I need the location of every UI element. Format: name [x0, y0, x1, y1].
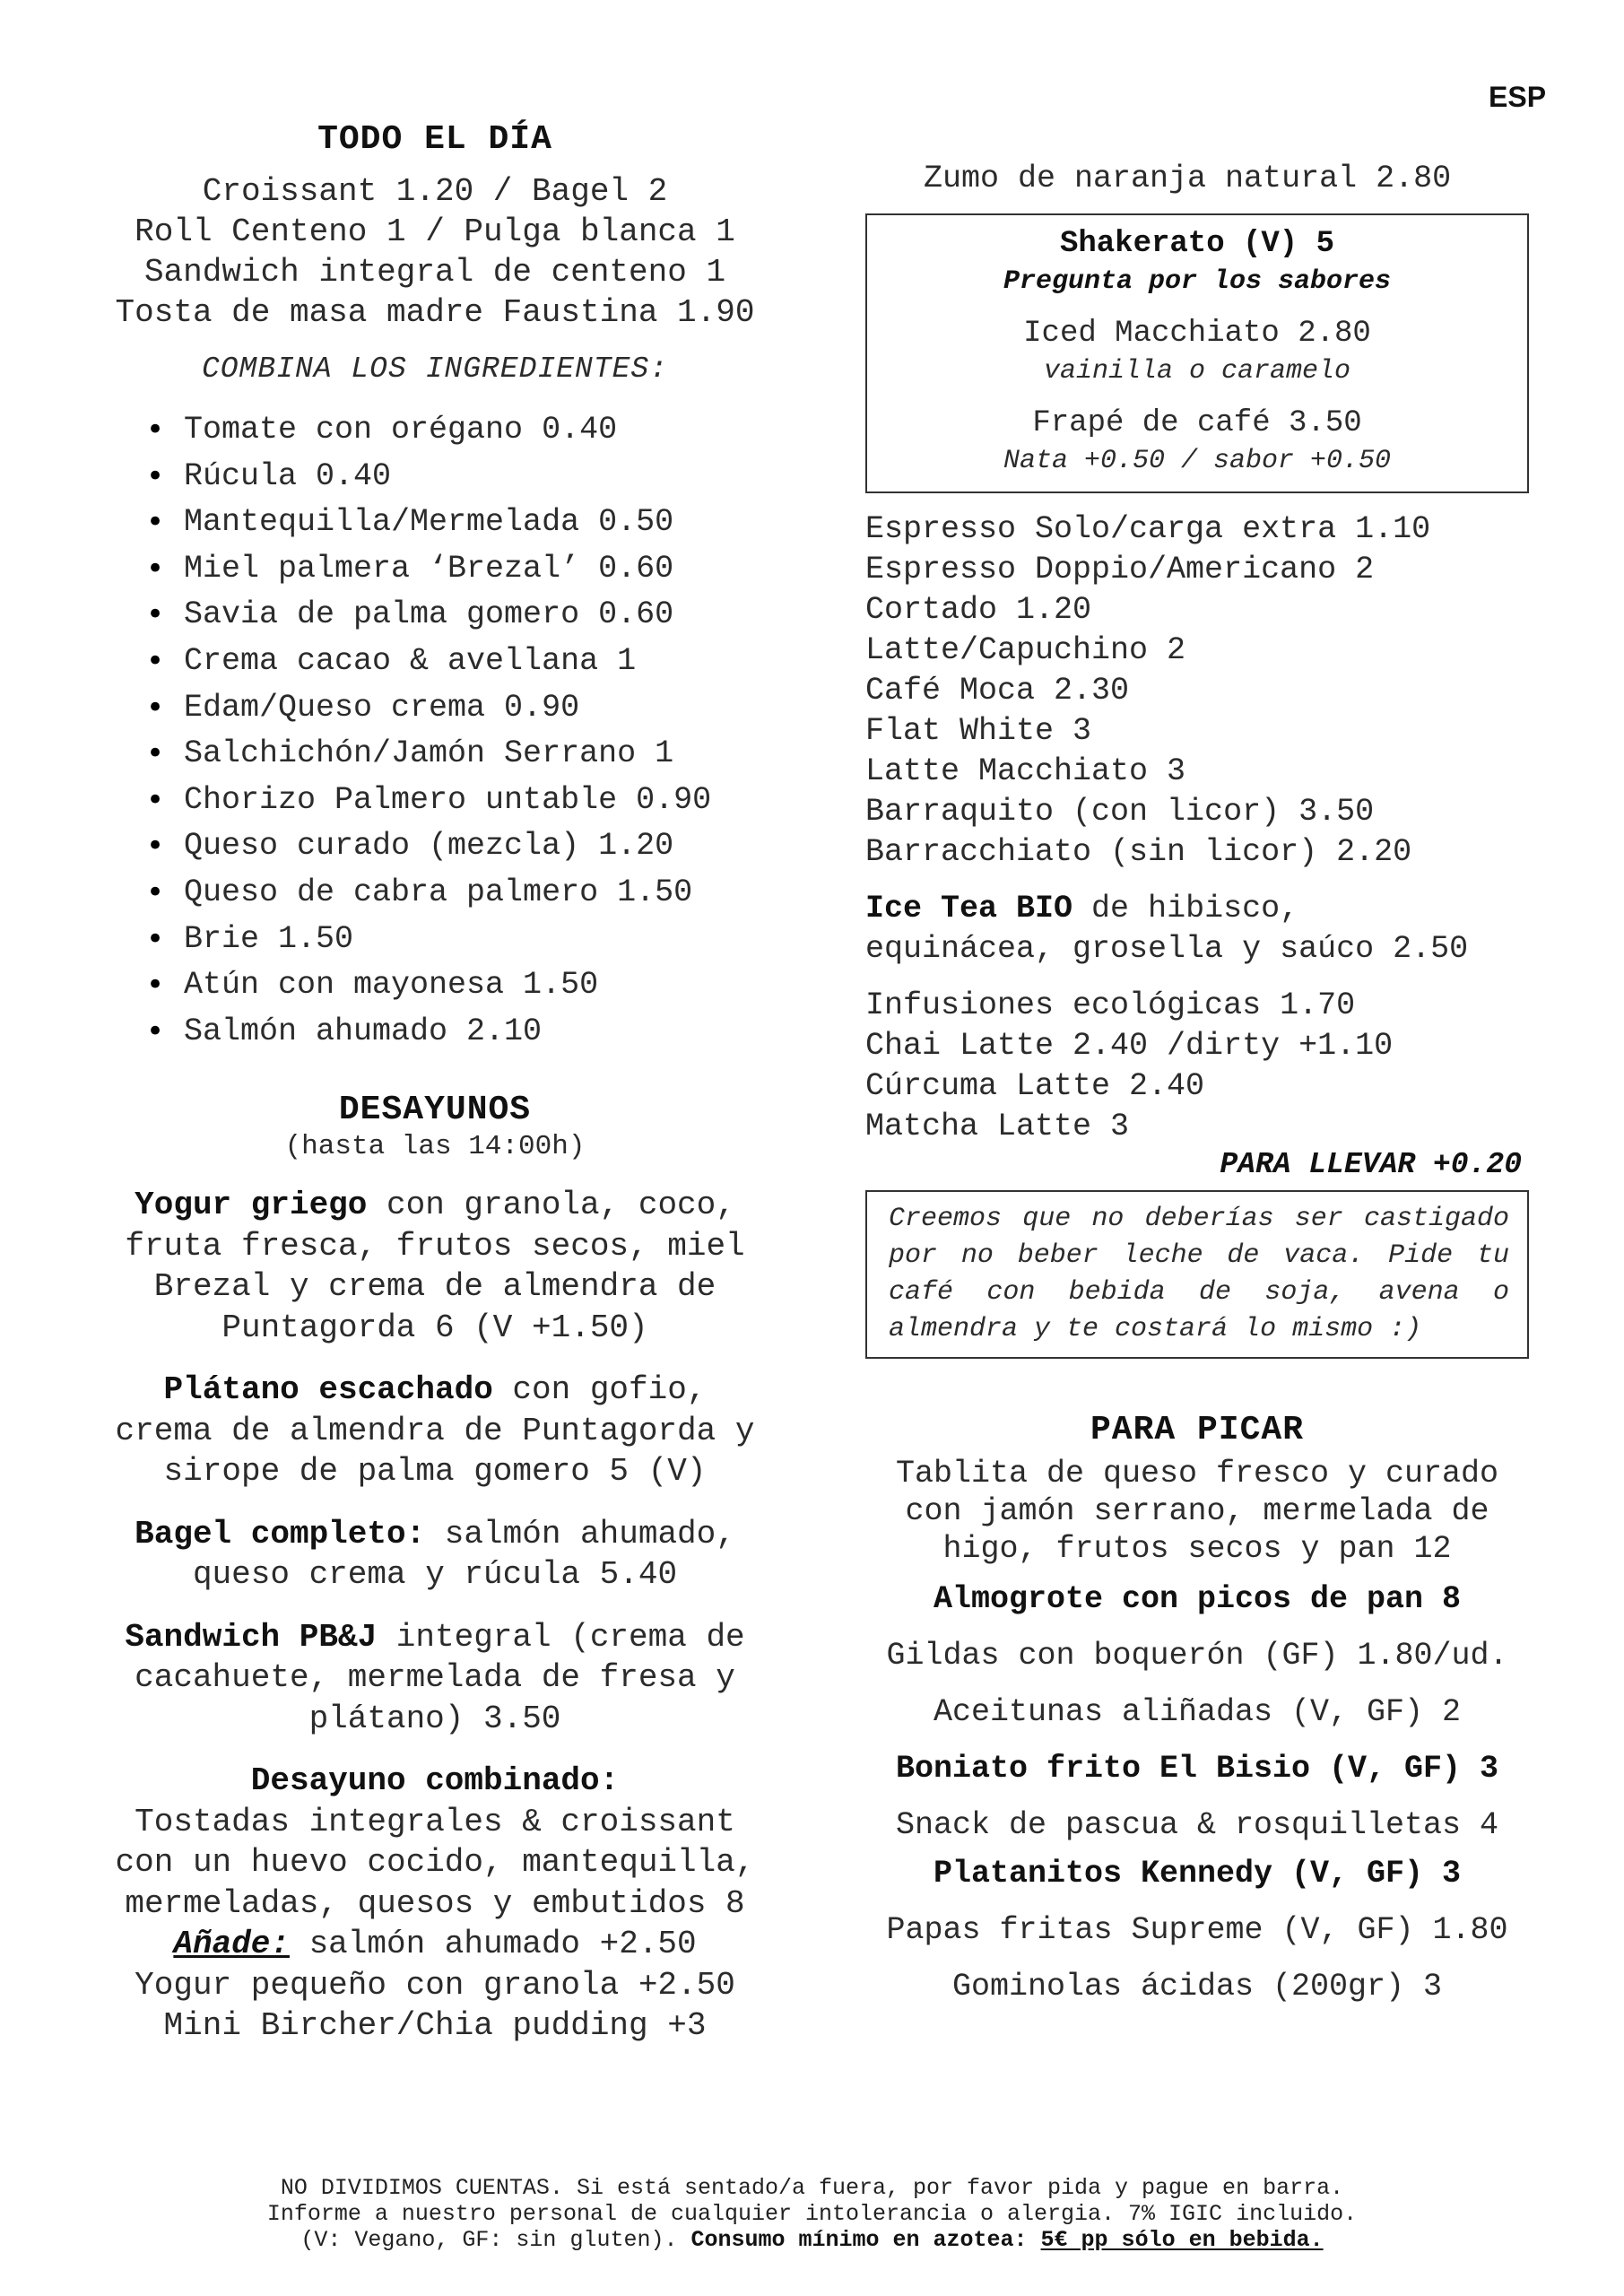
coffee-item: Espresso Doppio/Americano 2: [865, 552, 1375, 587]
para-picar-section: [865, 1411, 1529, 2005]
yogur-name: Yogur griego: [135, 1187, 368, 1224]
coffee-item: Espresso Solo/carga extra 1.10: [865, 511, 1431, 547]
snack-item: Snack de pascua & rosquilletas 4: [895, 1807, 1499, 1843]
right-column: [865, 159, 1533, 2005]
extra-item: salmón ahumado +2.50: [289, 1926, 697, 1963]
tablita-item: Tablita de queso fresco y curado: [895, 1456, 1499, 1492]
para-llevar-label: PARA LLEVAR +0.20: [1220, 1148, 1522, 1181]
iced-macchiato-note: vainilla o caramelo: [1043, 356, 1351, 387]
combinado-desc: con un huevo cocido, mantequilla,: [115, 1844, 755, 1882]
almogrote-item: Almogrote con picos de pan 8: [933, 1581, 1462, 1617]
combinado-name: Desayuno combinado:: [250, 1762, 620, 1800]
coffee-item: Cortado 1.20: [865, 592, 1092, 628]
todo-el-dia-heading: TODO EL DÍA: [317, 120, 552, 159]
legend-text: (V: Vegano, GF: sin gluten).: [300, 2227, 691, 2253]
ingredients-list: [94, 407, 776, 1055]
footer-line: [0, 2227, 1624, 2253]
aceitunas-item: Aceitunas aliñadas (V, GF) 2: [933, 1694, 1462, 1730]
ice-tea-price: equinácea, grosella y saúco 2.50: [865, 931, 1469, 967]
footer-line: Informe a nuestro personal de cualquier intolerancia o alergia. 7% IGIC incluido.: [266, 2201, 1358, 2227]
infusion-item: Cúrcuma Latte 2.40: [865, 1068, 1205, 1104]
iced-macchiato-item: Iced Macchiato 2.80: [1023, 317, 1371, 351]
yogur-desc: fruta fresca, frutos secos, miel: [125, 1227, 745, 1265]
coffee-item: Latte Macchiato 3: [865, 753, 1186, 789]
bread-item: Tosta de masa madre Faustina 1.90: [115, 294, 755, 331]
platano-name: Plátano escachado: [163, 1371, 493, 1409]
ice-tea-desc: de hibisco,: [1073, 891, 1299, 926]
tablita-item: higo, frutos secos y pan 12: [942, 1531, 1452, 1567]
coffee-item: Barracchiato (sin licor) 2.20: [865, 834, 1412, 870]
sandwich-desc: cacahuete, mermelada de fresa y: [135, 1659, 735, 1697]
platano-item: [94, 1370, 776, 1492]
infusion-item: Infusiones ecológicas 1.70: [865, 987, 1356, 1023]
breads-list: [94, 171, 776, 333]
ingredient-item: • Miel palmera ‘Brezal’ 0.60: [94, 546, 776, 593]
bagel-desc: salmón ahumado,: [425, 1515, 735, 1552]
zumo-item: Zumo de naranja natural 2.80: [924, 161, 1452, 196]
ingredient-item: • Savia de palma gomero 0.60: [94, 592, 776, 639]
coffee-item: Café Moca 2.30: [865, 673, 1130, 709]
coffee-item: Barraquito (con licor) 3.50: [865, 794, 1375, 830]
plant-milk-note: Creemos que no deberías ser castigado por no beber leche de vaca. Pide tu café con bebida de soja, avena o almendra y te costará lo mismo :): [865, 1190, 1529, 1359]
sandwich-price: plátano) 3.50: [308, 1700, 561, 1737]
yogur-desc: con granola, coco,: [367, 1187, 735, 1224]
boniato-item: Boniato frito El Bisio (V, GF) 3: [895, 1751, 1499, 1787]
desayunos-heading: DESAYUNOS: [338, 1091, 532, 1130]
cold-drinks-box: [865, 213, 1529, 493]
coffee-item: Latte/Capuchino 2: [865, 632, 1186, 668]
footer-line: NO DIVIDIMOS CUENTAS. Si está sentado/a fuera, por favor pida y pague en barra.: [280, 2175, 1344, 2201]
combinado-price: mermeladas, quesos y embutidos 8: [125, 1884, 745, 1922]
bread-item: Roll Centeno 1 / Pulga blanca 1: [135, 213, 735, 250]
shakerato-note: Pregunta por los sabores: [1003, 266, 1392, 297]
combina-heading: COMBINA LOS INGREDIENTES:: [201, 352, 669, 386]
minimum-spend-value: 5€ pp sólo en bebida.: [1040, 2227, 1324, 2253]
ingredient-item: • Rúcula 0.40: [94, 454, 776, 500]
ingredient-item: • Queso curado (mezcla) 1.20: [94, 823, 776, 870]
ingredient-item: • Edam/Queso crema 0.90: [94, 685, 776, 732]
minimum-spend-label: Consumo mínimo en azotea:: [690, 2227, 1041, 2253]
yogur-price: Puntagorda 6 (V +1.50): [221, 1309, 648, 1346]
sandwich-name: Sandwich PB&J: [125, 1618, 378, 1656]
combinado-item: [94, 1761, 776, 2047]
platano-desc: crema de almendra de Puntagorda y: [115, 1412, 755, 1449]
coffee-list: [865, 509, 1533, 873]
yogur-item: [94, 1185, 776, 1348]
bagel-price: queso crema y rúcula 5.40: [192, 1556, 678, 1594]
bagel-name: Bagel completo:: [135, 1515, 426, 1552]
bread-item: Sandwich integral de centeno 1: [143, 254, 726, 291]
yogur-desc: Brezal y crema de almendra de: [153, 1268, 716, 1306]
ingredient-item: • Brie 1.50: [94, 917, 776, 963]
footer-notes: [0, 2175, 1624, 2253]
infusion-item: Chai Latte 2.40 /dirty +1.10: [865, 1028, 1394, 1064]
desayunos-hours: (hasta las 14:00h): [284, 1131, 586, 1163]
ingredient-item: • Chorizo Palmero untable 0.90: [94, 778, 776, 824]
ingredient-item: • Tomate con orégano 0.40: [94, 407, 776, 454]
ingredient-item: • Mantequilla/Mermelada 0.50: [94, 500, 776, 546]
ingredient-item: • Crema cacao & avellana 1: [94, 639, 776, 685]
para-picar-heading: PARA PICAR: [1090, 1411, 1305, 1449]
ingredient-item: • Salmón ahumado 2.10: [94, 1009, 776, 1056]
ingredient-item: • Atún con mayonesa 1.50: [94, 962, 776, 1009]
frape-item: Frapé de café 3.50: [1032, 406, 1362, 440]
ingredient-item: • Salchichón/Jamón Serrano 1: [94, 731, 776, 778]
sandwich-item: [94, 1617, 776, 1740]
platanitos-item: Platanitos Kennedy (V, GF) 3: [933, 1856, 1462, 1892]
combinado-desc: Tostadas integrales & croissant: [135, 1803, 735, 1840]
tablita-item: con jamón serrano, mermelada de: [905, 1493, 1489, 1529]
platano-price: sirope de palma gomero 5 (V): [163, 1453, 707, 1491]
ice-tea-name: Ice Tea BIO: [865, 891, 1073, 926]
platano-desc: con gofio,: [492, 1371, 707, 1409]
papas-item: Papas fritas Supreme (V, GF) 1.80: [886, 1912, 1508, 1948]
frape-note: Nata +0.50 / sabor +0.50: [1003, 446, 1392, 476]
extra-item: Yogur pequeño con granola +2.50: [135, 1966, 735, 2004]
infusion-item: Matcha Latte 3: [865, 1109, 1130, 1144]
coffee-item: Flat White 3: [865, 713, 1092, 749]
shakerato-item: Shakerato (V) 5: [1059, 227, 1335, 261]
left-column: [94, 117, 776, 2047]
gildas-item: Gildas con boquerón (GF) 1.80/ud.: [886, 1638, 1508, 1674]
extra-item: Mini Bircher/Chia pudding +3: [163, 2007, 707, 2045]
sandwich-desc: integral (crema de: [377, 1618, 745, 1656]
language-label: ESP: [1489, 81, 1547, 113]
anade-label: Añade:: [173, 1926, 290, 1963]
gominolas-item: Gominolas ácidas (200gr) 3: [951, 1969, 1443, 2005]
bread-item: Croissant 1.20 / Bagel 2: [202, 173, 668, 210]
ingredient-item: • Queso de cabra palmero 1.50: [94, 870, 776, 917]
bagel-item: [94, 1514, 776, 1596]
